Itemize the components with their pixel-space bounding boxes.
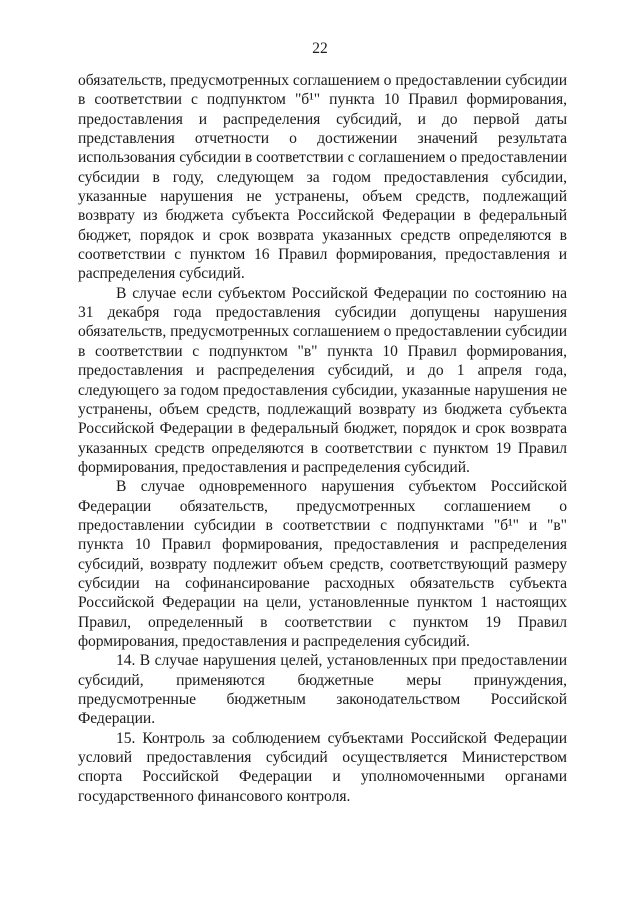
paragraph-return-clause-v: В случае если субъектом Российской Федерации по состоянию на 31 декабря года предоставления субсидии допущены нарушения обязательств, предусмотренных соглашением о предоставлении субсидии в соответствии с подпунктом "в" пункта 10 Правил формирования, предоставления и распределения субсидий, и до 1 апреля года, следующего за годом предоставления субсидии, указанные нарушения не устранены, объем средств, подлежащий возврату из бюджета субъекта Российской Федерации в федеральный бюджет, порядок и срок возврата указанных средств определяются в соответствии с пунктом 19 Правил формирования, предоставления и распределения субсидий. [78, 284, 567, 476]
paragraph-continuation: обязательств, предусмотренных соглашением о предоставлении субсидии в соответствии с подпунктом "б¹" пункта 10 Правил формирования, предоставления и распределения субсидий, и до первой даты представления отчетности о достижении значений результата использования субсидии в соответствии с соглашением о предоставлении субсидии в году, следующем за годом предоставления субсидии, указанные нарушения не устранены, объем средств, подлежащий возврату из бюджета субъекта Российской Федерации в федеральный бюджет, порядок и срок возврата указанных средств определяются в соответствии с пунктом 16 Правил формирования, предоставления и распределения субсидий. [78, 72, 567, 283]
document-body [78, 71, 567, 806]
page-number: 22 [312, 40, 328, 57]
paragraph-item-14: 14. В случае нарушения целей, установленных при предоставлении субсидий, применяются бюджетные меры принуждения, предусмотренные бюджетным законодательством Российской Федерации. [78, 652, 567, 728]
paragraph-simultaneous-violation: В случае одновременного нарушения субъектом Российской Федерации обязательств, предусмотренных соглашением о предоставлении субсидии в соответствии с подпунктами "б¹" и "в" пункта 10 Правил формирования, предоставления и распределения субсидий, возврату подлежит объем средств, соответствующий размеру субсидии на софинансирование расходных обязательств субъекта Российской Федерации на цели, установленные пунктом 1 настоящих Правил, определенный в соответствии с пунктом 19 Правил формирования, предоставления и распределения субсидий. [78, 478, 567, 650]
paragraph-item-15: 15. Контроль за соблюдением субъектами Российской Федерации условий предоставления субсидий осуществляется Министерством спорта Российской Федерации и уполномоченными органами государственного финансового контроля. [78, 729, 567, 805]
